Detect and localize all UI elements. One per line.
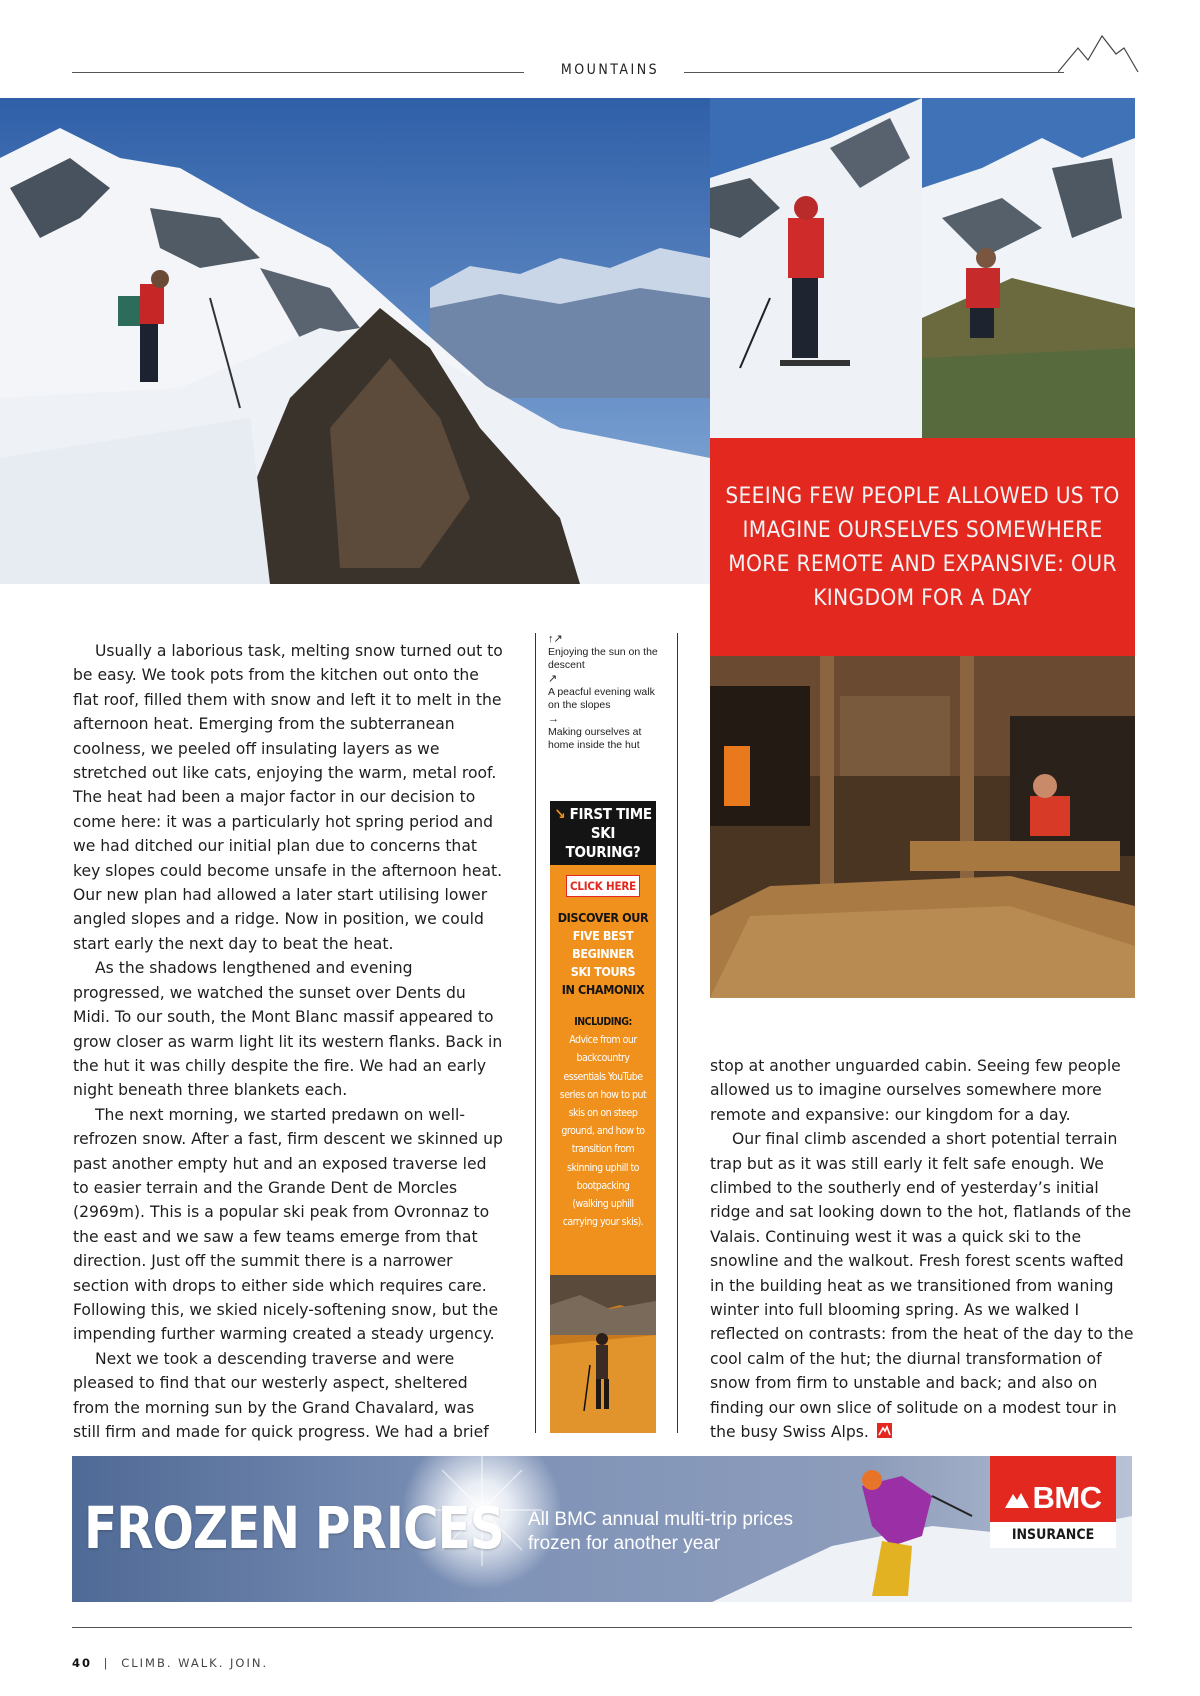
header-rule-right xyxy=(684,72,1064,73)
bmc-logo-word: BMC xyxy=(1032,1480,1102,1515)
arrow-right-icon: → xyxy=(548,713,559,725)
photo-ridge-climber xyxy=(922,98,1135,438)
arrow-up-icon: ↑↗ xyxy=(548,633,563,645)
promo-discover-line: DISCOVER OUR xyxy=(557,910,649,925)
page-number: 40 xyxy=(72,1656,93,1670)
section-title: MOUNTAINS xyxy=(560,62,660,78)
banner-subtitle: All BMC annual multi-trip prices frozen for another year xyxy=(528,1509,794,1554)
photo-descent-skier xyxy=(710,98,922,438)
photo-captions xyxy=(548,633,658,753)
header-rule-left xyxy=(72,72,524,73)
paragraph: Next we took a descending traverse and were pleased to find that our westerly aspect, sheltered from the morning sun by the Grand Chavalard, was still firm and made for quick progress. We had a brief xyxy=(73,1349,489,1441)
footer-tagline: CLIMB. WALK. JOIN. xyxy=(121,1656,269,1670)
footer-separator: | xyxy=(103,1656,110,1670)
click-here-button[interactable]: CLICK HERE xyxy=(566,875,640,897)
promo-discover-line: FIVE BEST BEGINNER SKI TOURS xyxy=(570,928,636,979)
caption-text: A peacful evening walk on the slopes xyxy=(548,686,655,711)
promo-headline xyxy=(550,801,656,865)
bmc-logo-text xyxy=(990,1480,1116,1516)
arrow-upright-icon: ↗ xyxy=(548,673,558,685)
footer xyxy=(72,1656,268,1670)
mountain-icon xyxy=(1058,34,1140,76)
caption-text: Making ourselves at home inside the hut xyxy=(548,726,642,751)
caption-text: Enjoying the sun on the descent xyxy=(548,646,658,671)
bmc-end-mark-icon xyxy=(877,1423,892,1438)
bmc-logo xyxy=(990,1456,1116,1548)
paragraph: Usually a laborious task, melting snow turned out to be easy. We took pots from the kitchen out onto the flat roof, filled them with snow and left it to melt in the afternoon heat. Emerging from the subterranean coolness, we peeled off insulating layers as we stretched out like cats, enjoying the warm, metal roof. The heat had been a major factor in our decision to come here: it was a particularly hot spring period and we had ditched our initial plan due to concerns that key slopes could become unsafe in the afternoon heat. Our new plan had allowed a later start utilising lower angled slopes and a ridge. Now in position, we could start early the next day to beat the heat. xyxy=(73,642,503,953)
promo-headline-text: FIRST TIME SKI TOURING? xyxy=(565,805,652,861)
banner-title: FROZEN PRICES xyxy=(84,1494,504,1563)
promo-including-text: Advice from our backcountry essentials YouTube series on how to put skis on on steep ground, and how to transition from skinning uphill to bootpacking (walking uphill carrying your skis). xyxy=(559,1034,647,1229)
sidebar-rule-left xyxy=(535,633,536,1433)
paragraph: stop at another unguarded cabin. Seeing few people allowed us to imagine ourselves somewhere more remote and expansive: our kingdom for a day. xyxy=(710,1057,1121,1124)
footer-rule xyxy=(72,1627,1132,1628)
promo-box[interactable] xyxy=(550,801,656,1433)
sidebar-rule-right xyxy=(677,633,678,1433)
arrow-downright-icon: ↘ xyxy=(554,805,566,823)
promo-discover-line: IN CHAMONIX xyxy=(561,982,645,997)
paragraph xyxy=(710,1127,1135,1444)
promo-discover xyxy=(550,909,656,999)
pull-quote-text: SEEING FEW PEOPLE ALLOWED US TO IMAGINE OURSELVES SOMEWHERE MORE REMOTE AND EXPANSIVE: OUR KINGDOM FOR A DAY xyxy=(725,483,1120,611)
promo-including-label: INCLUDING: xyxy=(574,1016,632,1028)
body-column-right xyxy=(710,1054,1135,1445)
paragraph: The next morning, we started predawn on well-refrozen snow. After a fast, firm descent we skinned up past another empty hut and an exposed traverse led to easier terrain and the Grande Dent de Morcles (2969m). This is a popular ski peak from Ovronnaz to the east and we saw a few teams emerge from that direction. Just off the summit there is a narrower section with drops to either side which requires care. Following this, we skied nicely-softening snow, but the impending further warming created a steady urgency. xyxy=(73,1105,503,1344)
paragraph: As the shadows lengthened and evening progressed, we watched the sunset over Dents du Midi. To our south, the Mont Blanc massif appeared to grow closer as warm light lit its western flanks. Back in the hut it was chilly despite the fire. We had an early night beneath three blankets each. xyxy=(73,959,503,1100)
bmc-mountain-icon xyxy=(1004,1490,1030,1510)
pull-quote xyxy=(710,438,1135,656)
promo-including xyxy=(550,1013,656,1231)
bmc-insurance-label: INSURANCE xyxy=(990,1522,1116,1548)
photo-ridge-skier xyxy=(0,98,710,584)
body-column-left xyxy=(73,639,505,1444)
promo-skier-photo xyxy=(550,1275,656,1433)
bmc-insurance-banner[interactable] xyxy=(72,1456,1132,1602)
photo-hut-interior xyxy=(710,656,1135,998)
paragraph-text: Our final climb ascended a short potential terrain trap but as it was still early it felt safe enough. We climbed to the southerly end of yesterday’s initial ridge and sat looking down to the hot, flatlands of the Valais. Continuing west it was a quick ski to the snowline and the walkout. Fresh forest scents wafted in the building heat as we transitioned from waning winter into full blooming spring. As we walked I reflected on contrasts: from the heat of the day to the cool calm of the hut; the diurnal transformation of snow from firm to unstable and back; and also on finding our own slice of solitude on a modest tour in the busy Swiss Alps. xyxy=(710,1130,1134,1442)
